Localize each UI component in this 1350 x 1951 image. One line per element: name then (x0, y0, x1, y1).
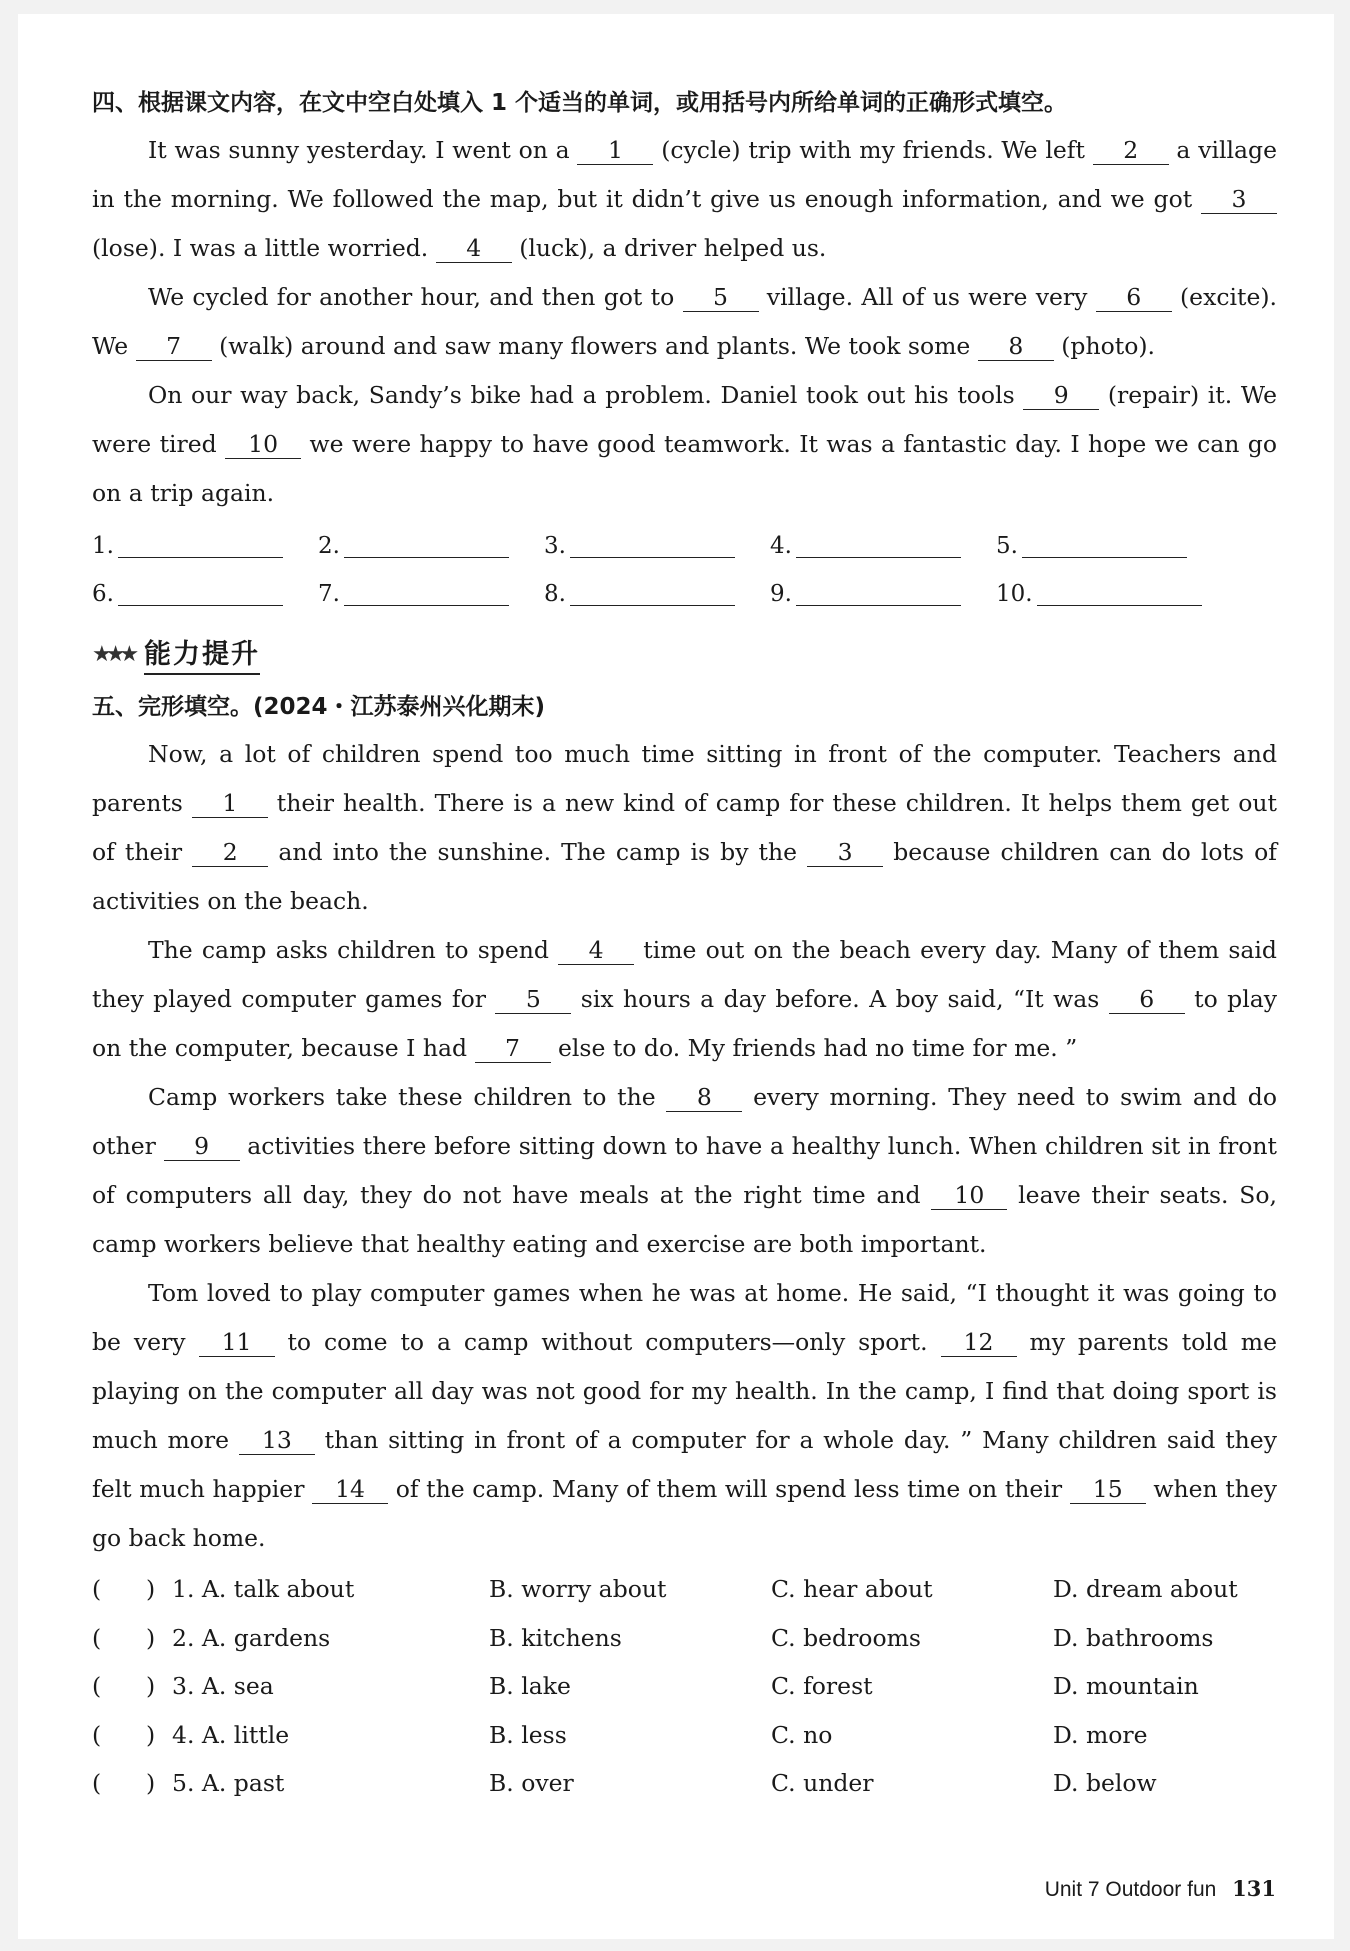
footer-unit: Unit 7 Outdoor fun (1044, 1878, 1217, 1901)
answer-line[interactable] (1037, 605, 1202, 606)
section-5-title: 五、完形填空。(2024・江苏泰州兴化期末) (92, 694, 546, 720)
choice-row (92, 1759, 1277, 1808)
answer-label: 8. (544, 581, 566, 607)
answer-label: 10. (996, 581, 1033, 607)
page-footer (1045, 1876, 1276, 1902)
option-b: B. kitchens (489, 1623, 622, 1652)
option-c: C. forest (771, 1672, 873, 1700)
passage-text: (excite). We (92, 283, 1278, 360)
section-4-passage (92, 126, 1277, 518)
answer-line[interactable] (796, 557, 961, 558)
passage-text: we were happy to have good teamwork. It was a fantastic day. I hope we can go on a trip again. (92, 430, 1277, 507)
section-5-passage (92, 730, 1277, 1563)
passage-paragraph (92, 371, 1277, 518)
option-b: B. lake (489, 1672, 571, 1700)
answer-label: 3. (544, 533, 566, 559)
answer-bracket[interactable]: ( ) (92, 1672, 156, 1700)
blank-11[interactable]: 11 (199, 1328, 275, 1357)
passage-text: The camp asks children to spend (148, 936, 559, 964)
blank-1[interactable]: 1 (577, 136, 653, 165)
option-c: C. under (771, 1769, 874, 1797)
passage-text: Tom loved to play computer games when he was at home. He said, “I thought it was going to be very (92, 1279, 1277, 1356)
answer-line[interactable] (118, 557, 283, 558)
answer-label: 5. (996, 533, 1018, 559)
page-number: 131 (1232, 1876, 1276, 1901)
blank-5[interactable]: 5 (495, 985, 571, 1014)
passage-text: On our way back, Sandy’s bike had a problem. Daniel took out his tools (148, 381, 1024, 409)
answer-slot[interactable] (996, 570, 1222, 618)
passage-text: a village in the morning. We followed the map, but it didn’t give us enough information, and we got (92, 136, 1277, 213)
answer-slot[interactable] (996, 522, 1222, 570)
passage-text: to play on the computer, because I had (92, 985, 1278, 1062)
passage-text: my parents told me playing on the computer all day was not good for my health. In the camp, I find that doing sport is much more (92, 1328, 1277, 1454)
blank-4[interactable]: 4 (436, 234, 512, 263)
option-d: D. mountain (1053, 1672, 1199, 1700)
passage-text: village. All of us were very (758, 283, 1096, 311)
blank-8[interactable]: 8 (666, 1083, 742, 1112)
blank-10[interactable]: 10 (931, 1181, 1007, 1210)
section-4-title: 四、根据课文内容，在文中空白处填入 1 个适当的单词，或用括号内所给单词的正确形式填空。 (92, 90, 1068, 116)
passage-text: else to do. My friends had no time for me. ” (550, 1034, 1078, 1062)
passage-text: their health. There is a new kind of camp for these children. It helps them get out of their (92, 789, 1277, 866)
answer-slot[interactable] (92, 522, 318, 570)
passage-paragraph (92, 273, 1277, 371)
option-a: 2. A. gardens (172, 1623, 331, 1652)
blank-9[interactable]: 9 (164, 1132, 240, 1161)
option-c: C. hear about (771, 1575, 933, 1603)
choice-list (92, 1565, 1277, 1808)
passage-text: (lose). I was a little worried. (92, 234, 436, 262)
passage-text: Now, a lot of children spend too much time sitting in front of the computer. Teachers and parents (92, 740, 1277, 817)
answer-bracket[interactable]: ( ) (92, 1623, 156, 1652)
option-d: D. more (1053, 1720, 1148, 1749)
passage-text: It was sunny yesterday. I went on a (148, 136, 578, 164)
answer-slot[interactable] (318, 570, 544, 618)
answer-label: 2. (318, 533, 340, 559)
blank-1[interactable]: 1 (192, 789, 268, 818)
blank-10[interactable]: 10 (225, 430, 301, 459)
passage-paragraph (92, 926, 1277, 1073)
answer-slot[interactable] (318, 522, 544, 570)
passage-paragraph (92, 1073, 1277, 1269)
passage-text: leave their seats. So, camp workers believe that healthy eating and exercise are both important. (92, 1181, 1278, 1258)
passage-text: time out on the beach every day. Many of them said they played computer games for (92, 936, 1277, 1013)
answer-slot[interactable] (770, 522, 996, 570)
option-b: B. less (489, 1720, 567, 1749)
passage-text: six hours a day before. A boy said, “It was (571, 985, 1109, 1013)
blank-7[interactable]: 7 (136, 332, 212, 361)
choice-row (92, 1711, 1277, 1760)
answer-line[interactable] (344, 605, 509, 606)
answer-label: 7. (318, 581, 340, 607)
option-a: 5. A. past (172, 1769, 285, 1797)
blank-12[interactable]: 12 (941, 1328, 1017, 1357)
choice-row (92, 1565, 1277, 1614)
option-d: D. bathrooms (1053, 1623, 1214, 1652)
blank-15[interactable]: 15 (1070, 1475, 1146, 1504)
passage-text: and into the sunshine. The camp is by the (268, 838, 808, 866)
answer-line[interactable] (118, 605, 283, 606)
banner-title: 能力提升 (144, 632, 260, 675)
option-a: 4. A. little (172, 1720, 290, 1749)
passage-text: We cycled for another hour, and then got to (148, 283, 683, 311)
passage-text: (photo). (1053, 332, 1155, 360)
choice-row (92, 1614, 1277, 1663)
ability-banner (92, 626, 1277, 684)
answer-line[interactable] (570, 557, 735, 558)
answer-label: 1. (92, 533, 114, 559)
answer-lines (92, 522, 1277, 618)
answer-line[interactable] (1022, 557, 1187, 558)
blank-14[interactable]: 14 (312, 1475, 388, 1504)
passage-paragraph (92, 1269, 1277, 1563)
passage-paragraph (92, 730, 1277, 926)
blank-2[interactable]: 2 (192, 838, 268, 867)
blank-6[interactable]: 6 (1109, 985, 1185, 1014)
passage-text: (luck), a driver helped us. (511, 234, 827, 262)
passage-text: every morning. They need to swim and do other (92, 1083, 1277, 1160)
stars-icon: ★★★ (92, 642, 134, 667)
passage-text: than sitting in front of a computer for a whole day. ” Many children said they felt much happier (92, 1426, 1277, 1503)
option-d: D. below (1053, 1769, 1157, 1797)
blank-6[interactable]: 6 (1096, 283, 1172, 312)
blank-4[interactable]: 4 (558, 936, 634, 965)
option-a: 3. A. sea (172, 1672, 274, 1700)
blank-7[interactable]: 7 (475, 1034, 551, 1063)
answer-label: 9. (770, 581, 792, 607)
blank-9[interactable]: 9 (1023, 381, 1099, 410)
passage-text: of the camp. Many of them will spend less time on their (388, 1475, 1070, 1503)
passage-text: when they go back home. (92, 1475, 1278, 1552)
answer-slot[interactable] (92, 570, 318, 618)
passage-text: (repair) it. We were tired (92, 381, 1277, 458)
answer-line[interactable] (796, 605, 961, 606)
answer-slot[interactable] (770, 570, 996, 618)
blank-13[interactable]: 13 (239, 1426, 315, 1455)
answer-bracket[interactable]: ( ) (92, 1720, 156, 1749)
passage-text: activities there before sitting down to have a healthy lunch. When children sit in front of computers all day, they do not have meals at the right time and (92, 1132, 1278, 1209)
option-d: D. dream about (1053, 1575, 1238, 1603)
answer-slot[interactable] (544, 522, 770, 570)
passage-text: to come to a camp without computers—only sport. (274, 1328, 941, 1356)
blank-2[interactable]: 2 (1093, 136, 1169, 165)
page-content (92, 80, 1277, 1808)
option-b: B. over (489, 1769, 574, 1797)
option-c: C. bedrooms (771, 1623, 921, 1652)
answer-label: 4. (770, 533, 792, 559)
answer-label: 6. (92, 581, 114, 607)
passage-text: Camp workers take these children to the (148, 1083, 667, 1111)
choice-row (92, 1662, 1277, 1711)
option-a: 1. A. talk about (172, 1575, 355, 1603)
passage-paragraph (92, 126, 1277, 273)
answer-line[interactable] (570, 605, 735, 606)
option-b: B. worry about (489, 1575, 667, 1603)
answer-bracket[interactable]: ( ) (92, 1575, 156, 1603)
passage-text: (walk) around and saw many flowers and plants. We took some (211, 332, 978, 360)
blank-3[interactable]: 3 (807, 838, 883, 867)
blank-5[interactable]: 5 (683, 283, 759, 312)
passage-text: (cycle) trip with my friends. We left (653, 136, 1093, 164)
worksheet-page (18, 14, 1334, 1939)
answer-slot[interactable] (544, 570, 770, 618)
blank-3[interactable]: 3 (1201, 185, 1277, 214)
blank-8[interactable]: 8 (978, 332, 1054, 361)
answer-bracket[interactable]: ( ) (92, 1769, 156, 1797)
answer-line[interactable] (344, 557, 509, 558)
option-c: C. no (771, 1720, 833, 1749)
passage-text: because children can do lots of activities on the beach. (92, 838, 1277, 915)
